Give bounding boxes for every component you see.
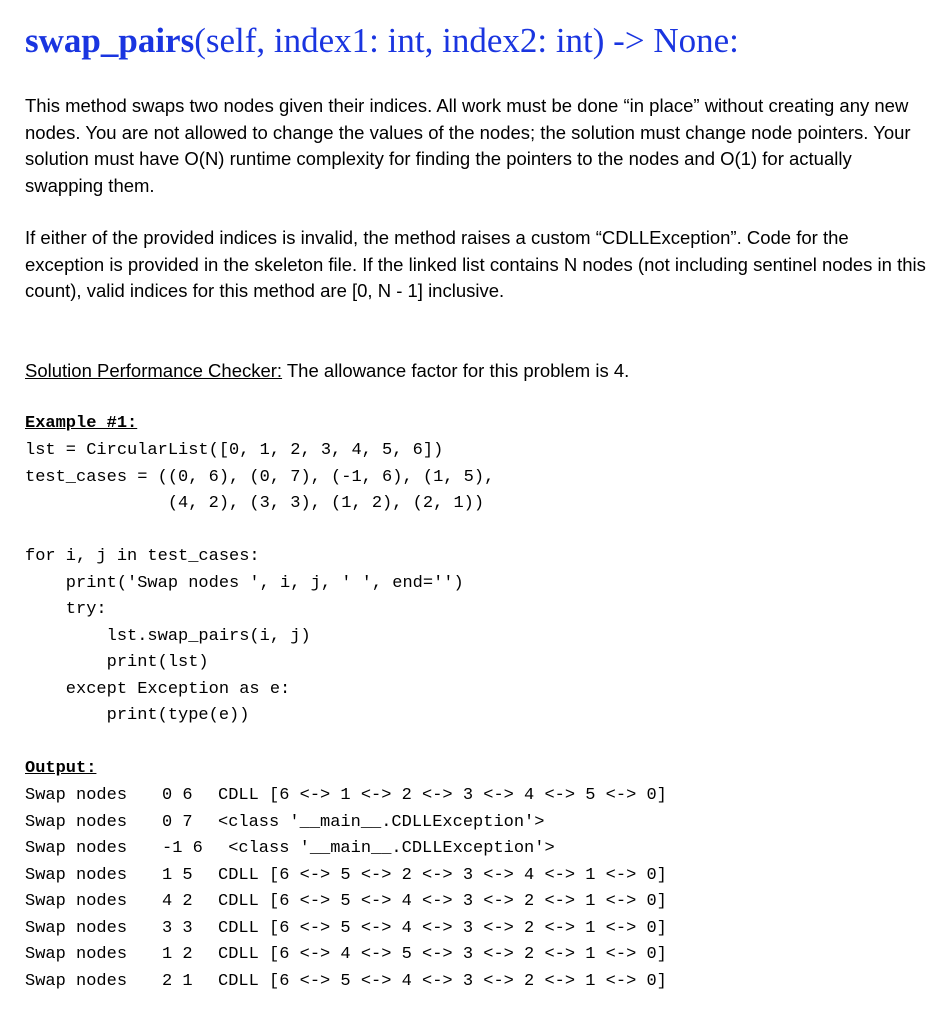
output-result: CDLL [6 <-> 4 <-> 5 <-> 3 <-> 2 <-> 1 <-> 0]	[218, 945, 667, 964]
output-row	[25, 863, 667, 890]
output-indices: 1 2	[162, 945, 193, 964]
output-result: CDLL [6 <-> 5 <-> 4 <-> 3 <-> 2 <-> 1 <-> 0]	[218, 892, 667, 911]
output-row	[25, 810, 667, 837]
output-label: Swap nodes	[25, 918, 128, 938]
output-indices: 4 2	[162, 892, 193, 911]
output-row	[25, 916, 667, 943]
performance-text: The allowance factor for this problem is 4.	[282, 360, 630, 381]
output-row	[25, 942, 667, 969]
output-result: CDLL [6 <-> 1 <-> 2 <-> 3 <-> 4 <-> 5 <-> 0]	[218, 786, 667, 805]
performance-checker-link[interactable]: Solution Performance Checker:	[25, 360, 283, 381]
method-signature: (self, index1: int, index2: int) -> None:	[194, 21, 739, 60]
output-row	[25, 783, 667, 810]
description-paragraph: This method swaps two nodes given their indices. All work must be done “in place” without creating any new nodes. You are not allowed to change the values of the nodes; the solution must change node pointers. Your solution must have O(N) runtime complexity for finding the pointers to the nodes and O(1) for actually swapping them.	[25, 95, 911, 196]
output-label: Swap nodes	[25, 786, 128, 805]
exception-paragraph: If either of the provided indices is invalid, the method raises a custom “CDLLException”. Code for the exception is provided in the skeleton file. If the linked list contains N nodes (not including sentinel nodes in this count), valid indices for this method are [0, N - 1] inclusive.	[25, 227, 926, 301]
output-block	[25, 783, 667, 995]
output-label: Swap nodes	[25, 945, 128, 964]
output-label: Swap nodes	[25, 971, 128, 991]
example-heading: Example #1:	[25, 414, 138, 433]
output-indices: 0 7	[162, 812, 193, 832]
output-row	[25, 889, 667, 916]
output-label: Swap nodes	[25, 892, 128, 911]
method-name: swap_pairs	[25, 21, 195, 60]
output-heading: Output:	[25, 759, 97, 778]
output-indices: -1 6	[162, 839, 203, 858]
output-label: Swap nodes	[25, 812, 128, 832]
output-indices: 1 5	[162, 865, 193, 885]
output-result: <class '__main__.CDLLException'>	[218, 812, 545, 832]
output-result: CDLL [6 <-> 5 <-> 2 <-> 3 <-> 4 <-> 1 <-> 0]	[218, 865, 667, 885]
output-indices: 2 1	[162, 971, 193, 991]
output-label: Swap nodes	[25, 839, 128, 858]
output-result: <class '__main__.CDLLException'>	[218, 839, 555, 858]
output-label: Swap nodes	[25, 865, 128, 885]
output-row	[25, 836, 667, 863]
example-setup-code: lst = CircularList([0, 1, 2, 3, 4, 5, 6]) test_cases = ((0, 6), (0, 7), (-1, 6), (1, 5), (4, 2), (3, 3), (1, 2), (2, 1))	[25, 441, 495, 513]
output-indices: 3 3	[162, 918, 193, 938]
output-result: CDLL [6 <-> 5 <-> 4 <-> 3 <-> 2 <-> 1 <-> 0]	[218, 971, 667, 991]
performance-paragraph	[25, 358, 930, 385]
output-indices: 0 6	[162, 786, 193, 805]
output-result: CDLL [6 <-> 5 <-> 4 <-> 3 <-> 2 <-> 1 <-> 0]	[218, 918, 667, 938]
output-row	[25, 969, 667, 996]
method-title	[25, 20, 739, 62]
example-loop-code: for i, j in test_cases: print('Swap nodes ', i, j, ' ', end='') try: lst.swap_pairs(i, j) print(lst) except Exception as e: print(type(e))	[25, 547, 464, 725]
